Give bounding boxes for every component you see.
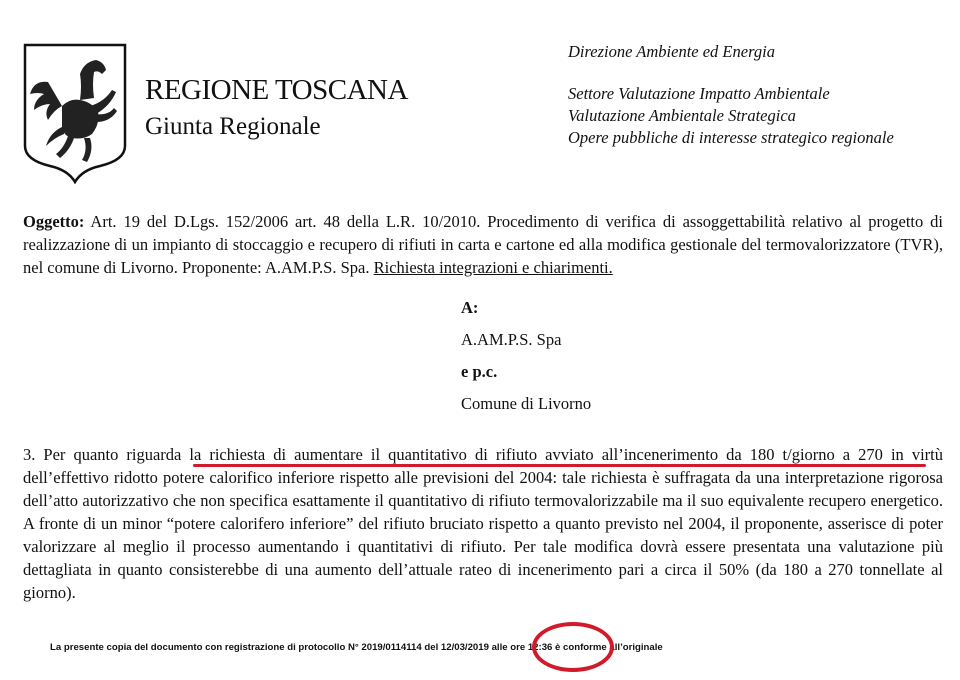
region-logo — [22, 42, 128, 184]
subject-paragraph — [23, 210, 943, 279]
department-block — [568, 41, 948, 149]
recipients-block — [461, 297, 591, 425]
department-line-4: Opere pubbliche di interesse strategico regionale — [568, 128, 894, 147]
org-subtitle: Giunta Regionale — [145, 113, 321, 140]
to-value: A.AM.P.S. Spa — [461, 330, 562, 349]
cc-label: e p.c. — [461, 362, 498, 381]
cc-value: Comune di Livorno — [461, 394, 592, 413]
red-circle-annotation — [532, 622, 614, 672]
department-line-1: Direzione Ambiente ed Energia — [568, 42, 775, 61]
protocol-footer: La presente copia del documento con registrazione di protocollo N° 2019/0114114 del 12/03/2019 alle ore 12:36 è conforme all’originale — [50, 642, 663, 653]
department-line-3: Valutazione Ambientale Strategica — [568, 106, 796, 125]
department-line-2: Settore Valutazione Impatto Ambientale — [568, 84, 830, 103]
to-label: A: — [461, 298, 479, 317]
pegasus-emblem-icon — [22, 42, 128, 184]
red-underline-annotation — [193, 464, 926, 467]
subject-text: Art. 19 del D.Lgs. 152/2006 art. 48 della L.R. 10/2010. Procedimento di verifica di assoggettabilità relativo al progetto di realizzazione di un impianto di stoccaggio e recupero di rifiuti in carta e cartone ed alla modifica gestionale del termovalorizzatore (TVR), nel comune di Livorno. Proponente: A.AM.P.S. Spa. — [23, 212, 944, 277]
point-3-paragraph: 3. Per quanto riguarda la richiesta di aumentare il quantitativo di rifiuto avviato all’incenerimento da 180 t/giorno a 270 in virtù dell’effettivo ridotto potere calorifico inferiore rispetto alle previsioni del 2004: tale richiesta è suffragata da una interpretazione rigorosa dell’atto autorizzativo che non specifica esattamente il quantitativo di rifiuto termovalorizzabile ma il suo equivalente recupero energetico. A fronte di un minor “potere calorifero inferiore” del rifiuto bruciato rispetto a quanto previsto nel 2004, il proponente, asserisce di poter valorizzare al meglio il processo aumentando i quantitativi di rifiuto. Per tale modifica dovrà essere presentata una valutazione più dettagliata in quanto consisterebbe di una aumento dell’attuale rateo di incenerimento pari a circa il 50% (da 180 a 270 tonnellate al giorno). — [23, 445, 943, 602]
subject-request: Richiesta integrazioni e chiarimenti. — [373, 258, 613, 277]
org-name: REGIONE TOSCANA — [145, 74, 408, 106]
subject-label: Oggetto: — [23, 212, 85, 231]
